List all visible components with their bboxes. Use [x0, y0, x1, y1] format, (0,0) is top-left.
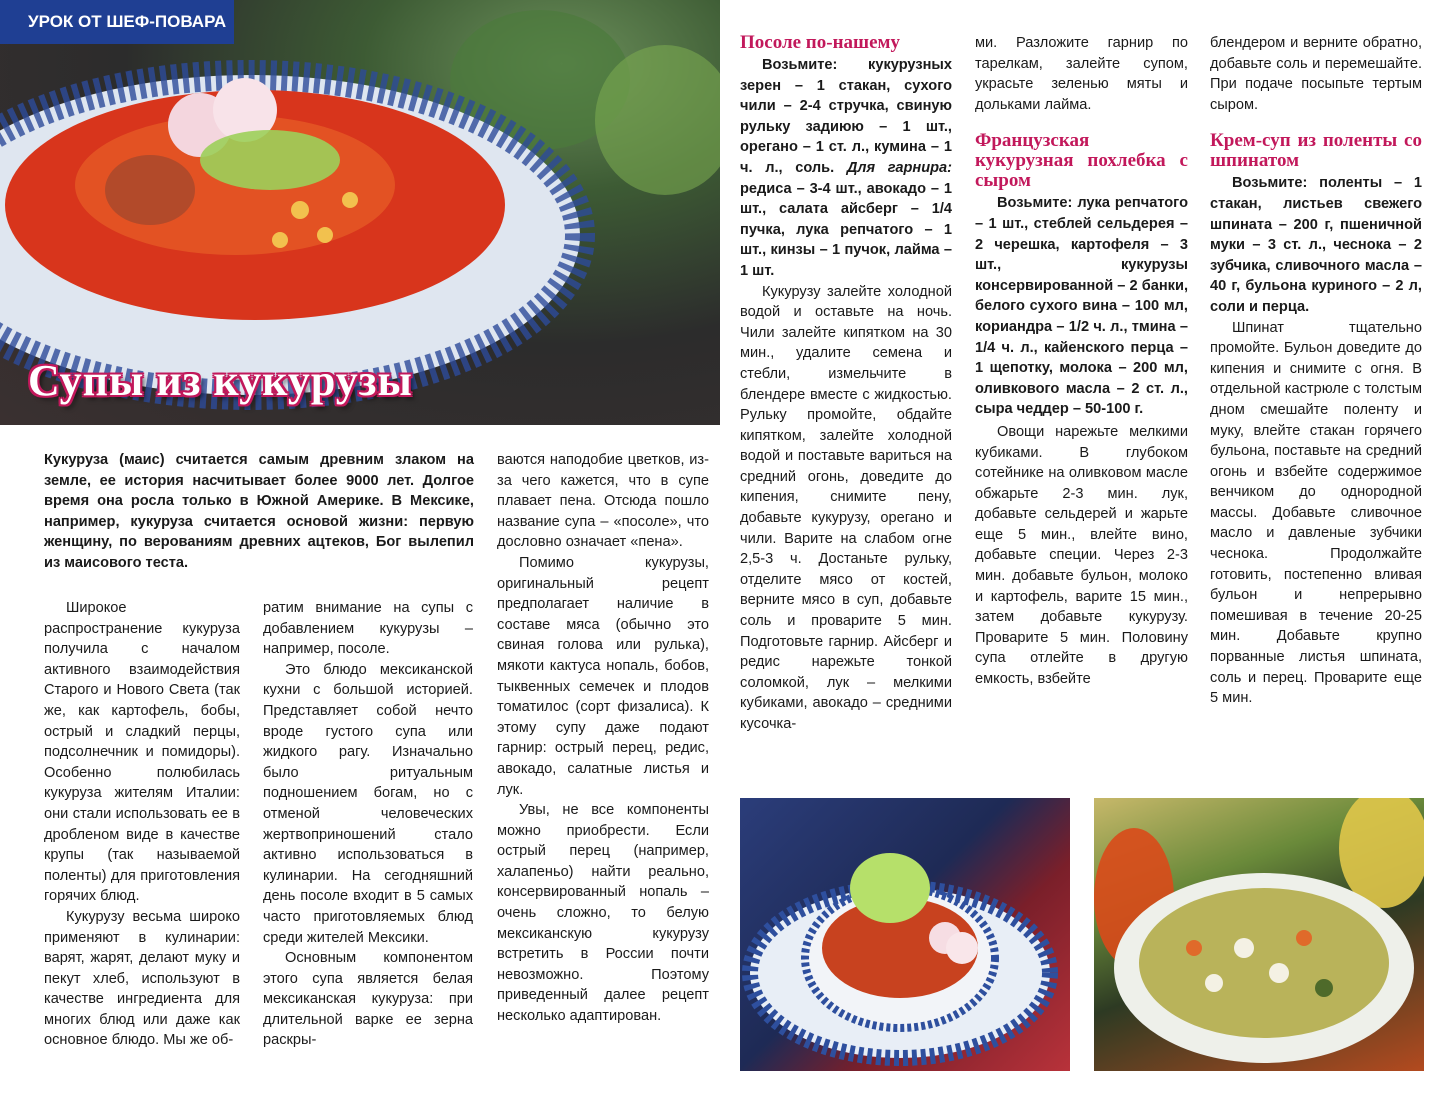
intro-paragraph — [44, 450, 474, 574]
body-column-1 — [44, 598, 240, 1051]
recipe-title-posole: Посоле по-нашему — [740, 32, 900, 53]
recipe-method: Кукурузу залейте холодной водой и оставьте на ночь. Чили залейте кипятком на 30 мин., удалите семена и стебли, измельчите в блендере вместе с жидкостью. Рульку промойте, обдайте кипятком, залейте холодной водой и поставьте вариться на средний огонь, доведите до кипения, снимите пену, добавьте кукурузу, орегано и чили. Варите на слабом огне 2,5-3 ч. Достаньте рульку, отделите мясо от костей, верните мясо в суп, добавьте соль и проварите 5 мин. Подготовьте гарнир. Айсберг и редис нарежьте тонкой соломкой, лук – мелкими кубиками, авокадо – средними кусочка- — [740, 283, 952, 732]
body-paragraph: Широкое распространение кукуруза получила с началом активного взаимодействия Старого и Нового Света (так же, как картофель, бобы, острый и сладкий перцы, подсолнечник и помидоры). Особенно полюбилась кукуруза жителям Италии: они стали использовать ее в дробленом виде в качестве крупы (так называемой поленты) для приготовления горячих блюд. — [44, 600, 240, 905]
body-paragraph: Это блюдо мексиканской кухни с большой историей. Представляет собой нечто вроде густого супа или жидкого рагу. Изначально было ритуальным подношением богам, но с отменой человеческих жертвоприношений стало активно использоваться в кулинарии. На сегодняшний день посоле входит в 5 самых часто приготовляемых блюд среди жителей Мексики. — [263, 661, 473, 946]
body-paragraph: Увы, не все компоненты можно приобрести. Если острый перец (например, халапеньо) найти реально, консервированный нопаль – очень сложно, то белую мексиканскую кукурузу встретить в России почти невозможно. Поэтому приведенный далее рецепт несколько адаптирован. — [497, 802, 709, 1025]
posole-bowl-photo — [740, 798, 1070, 1071]
recipe-column-1 — [740, 33, 952, 735]
recipe-ingredients: Возьмите: лука репчатого – 1 шт., стеблей сельдерея – 2 черешка, картофеля – 3 шт., кукурузы консервированной – 2 банки, белого сухого вина – 100 мл, кориандра – 1/2 ч. л., тмина – 1/4 ч. л., кайенского перца – 1 щепотку, молока – 200 мл, оливкового масла – 2 ст. л., сыра чеддер – 50-100 г. — [975, 195, 1188, 418]
recipe-title-french-chowder: Французская кукурузная похлебка с сыром — [975, 130, 1188, 192]
recipe-ingredients — [740, 55, 952, 282]
article-title: Супы из кукурузы — [28, 356, 413, 405]
recipe-method: Овощи нарежьте мелкими кубиками. В глубоком сотейнике на оливковом масле обжарьте 2-3 мин. лук, добавьте сельдерей и жарьте еще 5 мин., влейте вино, добавьте специи. Через 2-3 мин. добавьте бульон, молоко и картофель, варите 15 мин., затем добавьте кукурузу. Проварите 5 мин. Половину супа отлейте в другую емкость, взбейте — [975, 423, 1188, 688]
body-paragraph: Основным компонентом этого супа является белая мексиканская кукуруза: при длительной варке ее зерна раскры- — [263, 950, 473, 1049]
body-paragraph: Помимо кукурузы, оригинальный рецепт предполагает наличие в составе мяса (обычно это свиная голова или рулька), мякоти кактуса нопаль, бобов, тыквенных семечек и плодов томатилос (сорт физалиса). К этому супу даже подают гарнир: острый перец, редис, авокадо, салатные листья и лук. — [497, 554, 709, 798]
body-paragraph: ваются наподобие цветков, из-за чего кажется, что в супе плавает пена. Отсюда пошло название супа – «посоле», что дословно означает «пена». — [497, 452, 709, 551]
body-column-2 — [263, 598, 473, 1051]
recipe-method-continued: блендером и верните обратно, добавьте соль и перемешайте. При подаче посыпьте тертым сыром. — [1210, 35, 1422, 113]
recipe-column-3 — [1210, 33, 1422, 709]
recipe-title-polenta-cream-soup: Крем-суп из поленты со шпинатом — [1210, 130, 1422, 172]
recipe-method-continued: ми. Разложите гарнир по тарелкам, залейте супом, украсьте зеленью мяты и дольками лайма. — [975, 35, 1188, 113]
intro-text: Кукуруза (маис) считается самым древним злаком на земле, ее история насчитывает более 9000 лет. Долгое время она росла только в Южной Америке. В Мексике, например, кукуруза считается основой жизни: первую женщину, по верованиям древних ацтеков, Бог вылепил из маисового теста. — [44, 452, 474, 571]
body-paragraph: Кукурузу весьма широко применяют в кулинарии: варят, жарят, делают муку и пекут хлеб, используют в качестве ингредиента для многих блюд или даже как основное блюдо. Мы же об- — [44, 908, 240, 1049]
ingredients-garnish: редиса – 3-4 шт., авокадо – 1 шт., салата айсберг – 1/4 пучка, лука репчатого – 1 шт., кинзы – 1 пучок, лайма – 1 шт. — [740, 180, 952, 279]
garnish-label: Для гарнира: — [846, 159, 952, 176]
recipe-method: Шпинат тщательно промойте. Бульон доведите до кипения и снимите с огня. В отдельной кастрюле с толстым дном смешайте поленту и муку, влейте стакан горячего бульона, поставьте на средний огонь и взбейте содержимое венчиком до однородной массы. Добавьте сливочное масло и давленые зубчики чеснока. Продолжайте готовить, постепенно вливая бульон и непрерывно помешивая в течение 20-25 мин. Добавьте крупно порванные листья шпината, соль и перец. Проварите еще 5 мин. — [1210, 319, 1422, 707]
recipe-column-2 — [975, 33, 1188, 690]
polenta-soup-photo — [1094, 798, 1424, 1071]
section-tag: УРОК ОТ ШЕФ-ПОВАРА — [0, 0, 234, 44]
body-column-3 — [497, 450, 709, 1027]
recipe-ingredients: Возьмите: поленты – 1 стакан, листьев свежего шпината – 200 г, пшеничной муки – 3 ст. л., чеснока – 2 зубчика, сливочного масла – 40 г, бульона куриного – 2 л, соли и перца. — [1210, 175, 1422, 315]
ingredients-main: Возьмите: кукурузных зерен – 1 стакан, сухого чили – 2-4 стручка, свиную рульку задиюю – 1 шт., орегано – 1 ст. л., кумина – 1 ч. л., соль. — [740, 57, 952, 176]
body-paragraph: ратим внимание на супы с добавлением кукурузы – например, посоле. — [263, 600, 473, 658]
